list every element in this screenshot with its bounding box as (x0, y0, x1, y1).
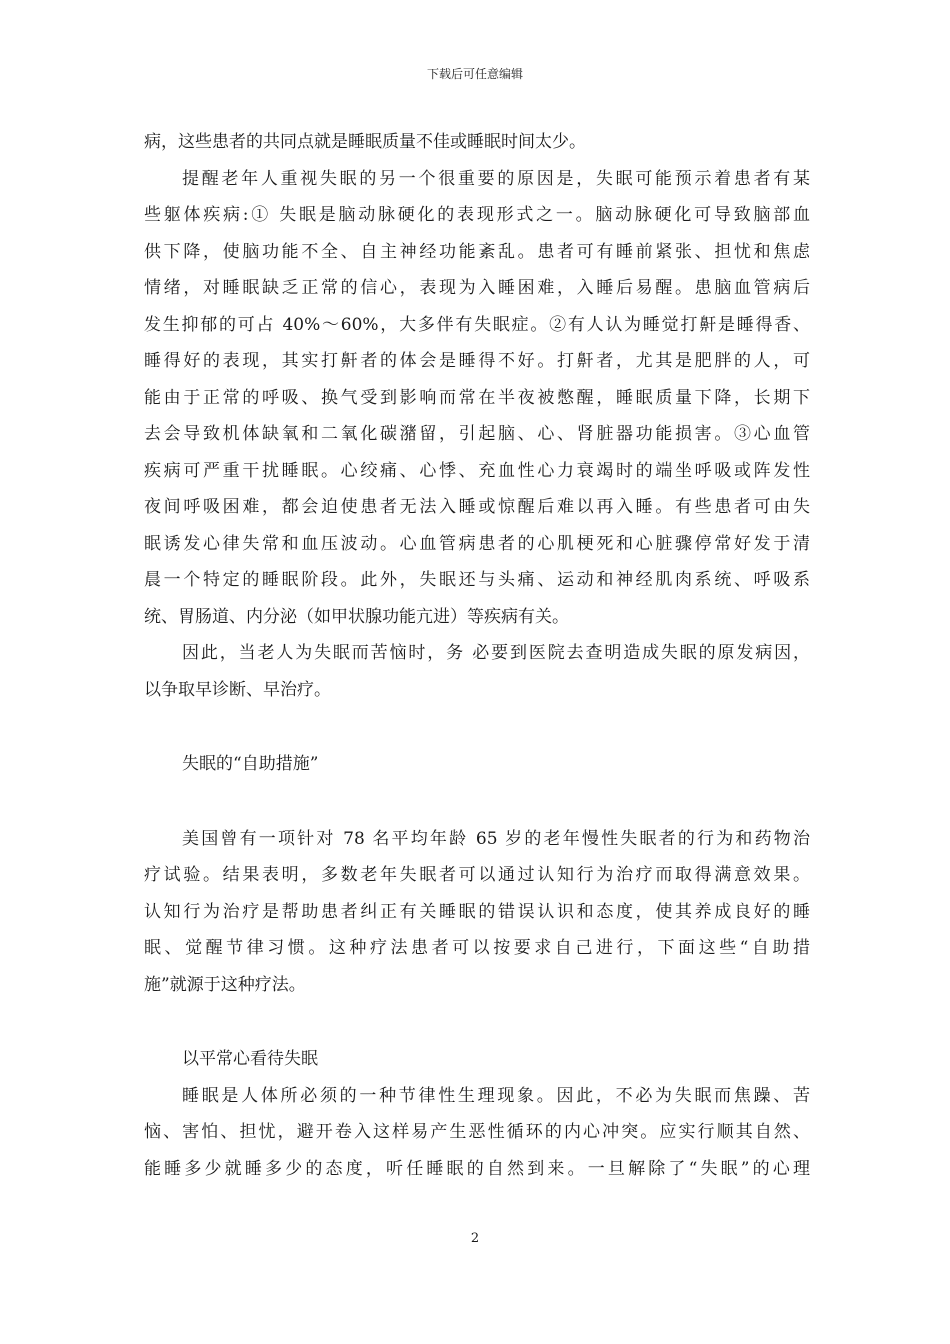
text-line: 恼、害怕、担忧，避开卷入这样易产生恶性循环的内心冲突。应实行顺其自然、 (144, 1122, 810, 1142)
document-body (144, 124, 810, 1187)
blank-line (144, 783, 810, 821)
text-line: 眠诱发心律失常和血压波动。心血管病患者的心肌梗死和心脏骤停常好发于清 (144, 533, 810, 554)
text-line: 晨一个特定的睡眠阶段。此外，失眠还与头痛、运动和神经肌肉系统、呼吸系 (144, 570, 810, 590)
text-line: 疾病可严重干扰睡眠。心绞痛、心悸、充血性心力衰竭时的端坐呼吸或阵发性 (144, 460, 810, 481)
text-line: 能由于正常的呼吸、换气受到影响而常在半夜被憋醒，睡眠质量下降，长期下 (144, 387, 810, 408)
text-line: 因此，当老人为失眠而苦恼时，务 必要到医院去查明造成失眠的原发病因， (182, 643, 810, 663)
paragraph (144, 161, 810, 636)
text-line: 情绪，对睡眠缺乏正常的信心，表现为入睡困难，入睡后易醒。患脑血管病后 (144, 278, 810, 298)
text-line: 些躯体疾病:① 失眠是脑动脉硬化的表现形式之一。脑动脉硬化可导致脑部血 (144, 205, 810, 225)
text-line: 睡得好的表现，其实打鼾者的体会是睡得不好。打鼾者，尤其是肥胖的人，可 (144, 351, 810, 371)
paragraph (144, 821, 810, 1004)
text-line: 睡眠是人体所必须的一种节律性生理现象。因此，不必为失眠而焦躁、苦 (182, 1085, 810, 1106)
text-line: 认知行为治疗是帮助患者纠正有关睡眠的错误认识和态度，使其养成良好的睡 (144, 901, 810, 922)
text-line: 夜间呼吸困难，都会迫使患者无法入睡或惊醒后难以再入睡。有些患者可由失 (144, 497, 810, 517)
page-header: 下载后可任意编辑 (426, 67, 523, 81)
text-line: 病，这些患者的共同点就是睡眠质量不佳或睡眠时间太少。 (144, 132, 586, 152)
text-line: 以争取早诊断、早治疗。 (144, 679, 331, 700)
text-line: 疗试验。结果表明，多数老年失眠者可以通过认知行为治疗而取得满意效果。 (144, 865, 810, 885)
text-line: 提醒老年人重视失眠的另一个很重要的原因是，失眠可能预示着患者有某 (182, 168, 810, 189)
text-line: 统、胃肠道、内分泌（如甲状腺功能亢进）等疾病有关。 (144, 606, 569, 627)
section-heading: 以平常心看待失眠 (182, 1049, 318, 1069)
text-line: 眠、觉醒节律习惯。这种疗法患者可以按要求自己进行，下面这些“自助措 (144, 938, 810, 958)
text-line: 美国曾有一项针对 78 名平均年龄 65 岁的老年慢性失眠者的行为和药物治 (182, 828, 810, 849)
paragraph (144, 635, 810, 708)
page-number: 2 (470, 1231, 480, 1246)
blank-line (144, 708, 810, 746)
text-line: 能睡多少就睡多少的态度，听任睡眠的自然到来。一旦解除了“失眠”的心理 (144, 1158, 810, 1179)
text-line: 施”就源于这种疗法。 (144, 974, 306, 995)
paragraph (144, 1078, 810, 1188)
text-line: 发生抑郁的可占 40%～60%，大多伴有失眠症。②有人认为睡觉打鼾是睡得香、 (144, 314, 810, 335)
text-line: 供下降，使脑功能不全、自主神经功能紊乱。患者可有睡前紧张、担忧和焦虑 (144, 241, 810, 262)
paragraph (144, 124, 810, 161)
blank-line (144, 1003, 810, 1041)
text-line: 去会导致机体缺氧和二氧化碳潴留，引起脑、心、肾脏器功能损害。③心血管 (144, 424, 810, 444)
section-heading: 失眠的“自助措施” (182, 754, 319, 774)
